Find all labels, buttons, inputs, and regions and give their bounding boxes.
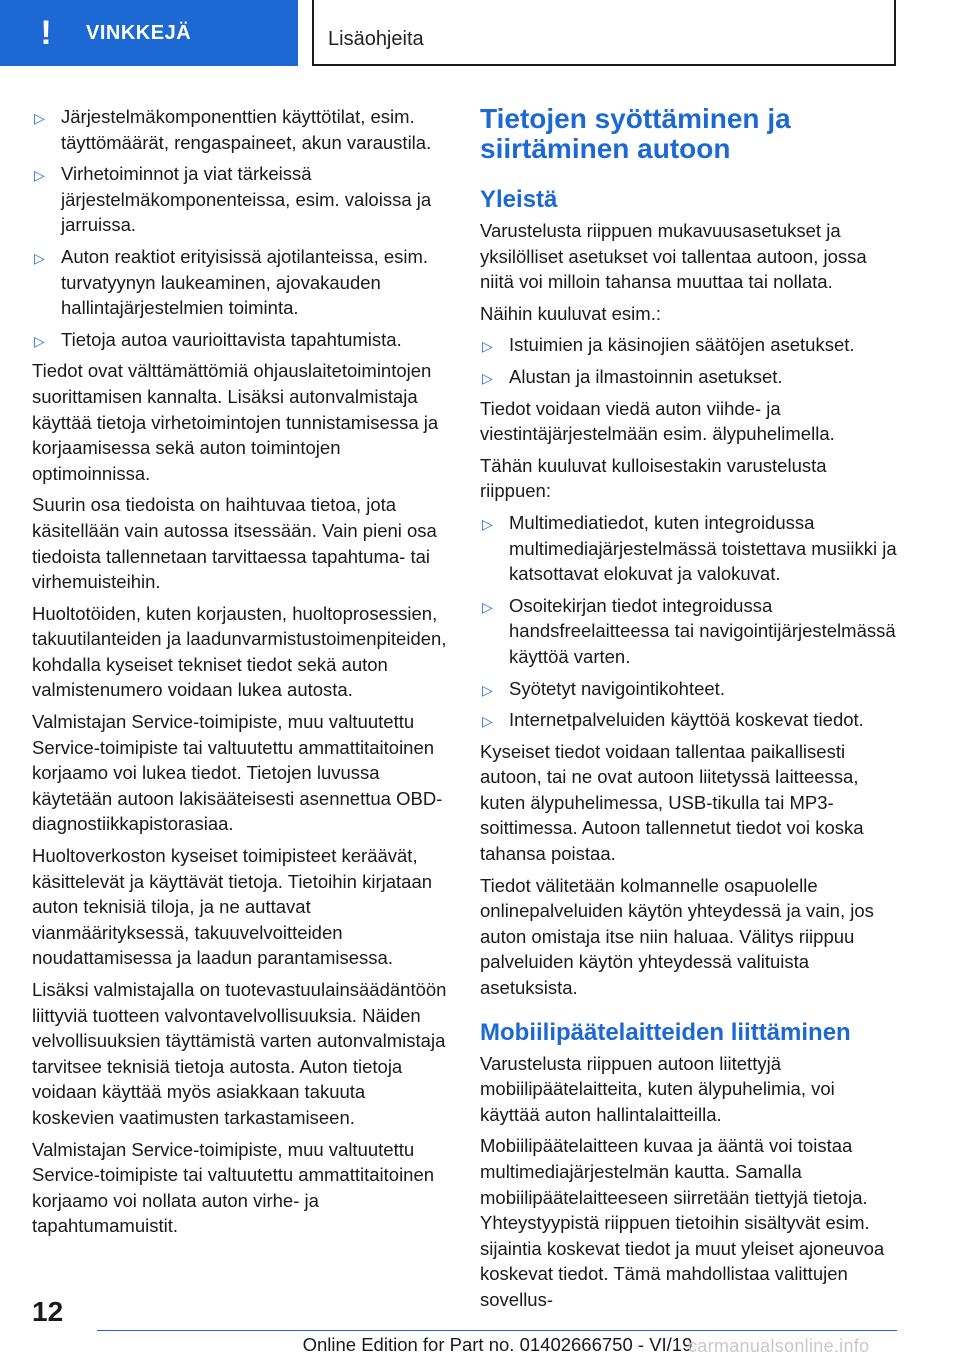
chapter-title: Lisäohjeita [328, 28, 424, 50]
triangle-right-outline-icon: ▷ [482, 515, 493, 532]
page-number: 12 [32, 1296, 64, 1327]
section-heading: Tietojen syöttäminen ja siirtäminen autoon [480, 103, 791, 164]
section-tab-label: VINKKEJÄ [86, 21, 192, 44]
paragraph: Valmistajan Service-toimipiste, muu valtuutettu Service-toimipiste tai valtuutettu ammattitaitoinen korjaamo voi lukea tiedot. Tietojen luvussa käytetään autoon lakisääteisesti asennettua OBD-diagnostiikkapistorasiaa. [32, 711, 443, 835]
footer-divider [97, 1330, 897, 1331]
right-column [480, 104, 898, 1319]
paragraph: Näihin kuuluvat esim.: [480, 302, 661, 324]
list-item: ▷ Alustan ja ilmastoinnin asetukset. [480, 364, 898, 390]
paragraph: Suurin osa tiedoista on haihtuvaa tietoa, jota käsitellään vain autossa itsessään. Vain pieni osa tiedoista tallennetaan tarvittaessa tapahtuma- tai virhemuisteihin. [32, 494, 437, 593]
paragraph: Tähän kuuluvat kulloisestakin varustelusta riippuen: [480, 454, 827, 502]
list-item: ▷ Syötetyt navigointikohteet. [480, 676, 898, 702]
triangle-right-outline-icon: ▷ [34, 167, 45, 184]
exclamation-icon: ! [40, 13, 52, 52]
footer-edition: Online Edition for Part no. 01402666750 - VI/19 [302, 1334, 693, 1355]
list-item: ▷ Virhetoiminnot ja viat tärkeissä järjestelmäkomponenteissa, esim. valoissa ja jarruissa. [34, 163, 432, 236]
paragraph: Tiedot ovat välttämättömiä ohjauslaitetoimintojen suorittamisen kannalta. Lisäksi autonvalmistaja käyttää tietoja virhetoimintojen tunnistamisessa ja korjaamisessa sekä auton toimintojen optimoinnissa. [32, 360, 439, 484]
paragraph: Tiedot voidaan viedä auton viihde- ja viestintäjärjestelmään esim. älypuhelimella. [480, 397, 835, 445]
paragraph: Varustelusta riippuen autoon liitettyjä mobiilipäätelaitteita, kuten älypuhelimia, voi käyttää auton hallintalaitteilla. [480, 1052, 835, 1125]
list-item: ▷ Auton reaktiot erityisissä ajotilanteissa, esim. turvatyynyn laukeaminen, ajovakauden hallintajärjestelmien toiminta. [34, 245, 429, 319]
triangle-right-outline-icon: ▷ [482, 369, 493, 386]
triangle-right-outline-icon: ▷ [482, 598, 493, 615]
triangle-right-outline-icon: ▷ [482, 681, 493, 698]
paragraph: Huoltoverkoston kyseiset toimipisteet keräävät, käsittelevät ja käyttävät tietoja. Tietoihin kirjataan auton teknisiä tiloja, ja ne auttavat vianmäärityksessä, takuuvelvoitteiden noudattamisessa ja laadun parantamisessa. [32, 845, 433, 969]
watermark: carmanualsonline.info [688, 1336, 870, 1356]
triangle-right-outline-icon: ▷ [482, 338, 493, 355]
paragraph: Lisäksi valmistajalla on tuotevastuulainsäädäntöön liittyviä tuotteen valvontavelvollisuuksia. Näiden velvollisuuksien täyttämistä varten autonvalmistaja tarvitsee teknisiä tietoja autosta. Auton tietoja voidaan käyttää myös asiakkaan takuuta koskevien vaatimusten tarkastamiseen. [32, 979, 447, 1128]
paragraph: Valmistajan Service-toimipiste, muu valtuutettu Service-toimipiste tai valtuutettu ammattitaitoinen korjaamo voi nollata auton virhe- ja tapahtumamuistit. [32, 1138, 435, 1237]
paragraph: Tiedot välitetään kolmannelle osapuolelle onlinepalveluiden käytön yhteydessä ja vain, jos auton omistaja itse niin haluaa. Välitys riippuu palveluiden käytön yhteydessä valituista asetuksista. [480, 874, 874, 999]
page-header [0, 0, 960, 66]
chapter-title-box [312, 0, 896, 66]
triangle-right-outline-icon: ▷ [34, 110, 45, 126]
subsection-heading-general: Yleistä [480, 186, 558, 213]
paragraph: Kyseiset tiedot voidaan tallentaa paikallisesti autoon, tai ne ovat autoon liitetyssä laitteessa, kuten älypuhelimessa, USB-tikulla tai MP3-soittimessa. Autoon tallennetut tiedot voi koska tahansa poistaa. [480, 740, 864, 865]
paragraph: Huoltotöiden, kuten korjausten, huoltoprosessien, takuutilanteiden ja laadunvarmistustoimenpiteiden, kohdalla kyseiset tekniset tiedot sekä auton valmistenumero voidaan lukea autosta. [32, 602, 447, 701]
list-item: ▷ Järjestelmäkomponenttien käyttötilat, esim. täyttömäärät, rengaspaineet, akun varaustila. [34, 106, 432, 153]
list-item: ▷ Multimediatiedot, kuten integroidussa multimediajärjestelmässä toistettava musiikki ja katsottavat elokuvat ja valokuvat. [482, 511, 897, 585]
triangle-right-outline-icon: ▷ [34, 332, 45, 349]
paragraph: Mobiilipäätelaitteen kuvaa ja ääntä voi toistaa multimediajärjestelmän kautta. Samalla mobiilipäätelaitteeseen siirretään tiettyjä tietoja. Yhteystyypistä riippuen tietoihin sisältyvät esim. sijaintia koskevat tiedot ja muut yleiset ajoneuvoa koskevat tiedot. Tämä mahdollistaa valittujen sovellus- [480, 1135, 885, 1310]
paragraph: Varustelusta riippuen mukavuusasetukset ja yksilölliset asetukset voi tallentaa autoon, jossa niitä voi milloin tahansa muuttaa tai nollata. [480, 220, 867, 293]
subsection-heading-mobile: Mobiilipäätelaitteiden liittäminen [480, 1018, 851, 1046]
list-item: ▷ Osoitekirjan tiedot integroidussa handsfreelaitteessa tai navigointijärjestelmässä käyttöä varten. [482, 594, 896, 667]
list-item: ▷ Tietoja autoa vaurioittavista tapahtumista. [32, 327, 450, 353]
triangle-right-outline-icon: ▷ [482, 713, 493, 730]
list-item: ▷ Istuimien ja käsinojien säätöjen asetukset. [480, 332, 898, 358]
triangle-right-outline-icon: ▷ [34, 249, 45, 266]
list-item: ▷ Internetpalveluiden käyttöä koskevat tiedot. [480, 707, 898, 733]
section-tab [0, 0, 298, 66]
left-column [32, 104, 450, 1245]
